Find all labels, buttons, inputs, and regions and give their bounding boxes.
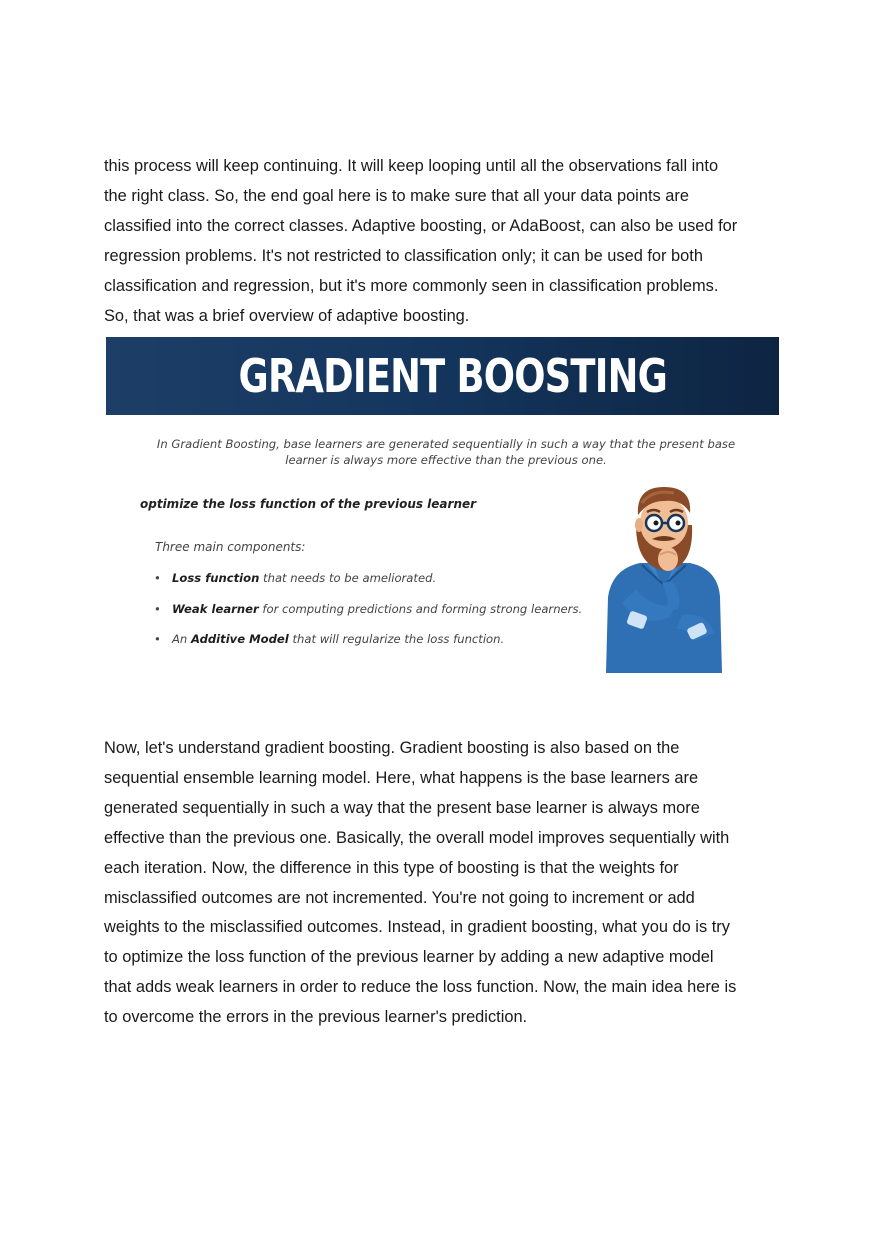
text-line: each iteration. Now, the difference in this type of boosting is that the weights for [104,858,679,877]
text-line: generated sequentially in such a way that the present base learner is always more [104,798,700,817]
text-line: regression problems. It's not restricted to classification only; it can be used for both [104,246,703,265]
bullet-term: Weak learner [172,602,259,616]
intro-line: In Gradient Boosting, base learners are generated sequentially in such a way that the present base [156,437,736,451]
bullet-term: Loss function [172,571,260,585]
text-line: misclassified outcomes are not incremented. You're not going to increment or add [104,888,695,907]
text-line: sequential ensemble learning model. Here, what happens is the base learners are [104,768,699,787]
text-line: this process will keep continuing. It will keep looping until all the observations fall into [104,157,719,175]
bullet-item [154,632,504,646]
bullet-item [154,602,582,616]
text-line: classification and regression, but it's more commonly seen in classification problems. [104,276,719,295]
text-line: to optimize the loss function of the previous learner by adding a new adaptive model [104,948,714,967]
slide-intro [126,436,766,468]
bullet-dot: • [154,632,161,646]
slide-subheading: optimize the loss function of the previous learner [140,497,477,511]
intro-line: learner is always more effective than the previous one. [285,453,607,467]
slide-banner [106,337,779,415]
bullet-dot: • [154,602,161,616]
slide-title: GRADIENT BOOSTING [238,349,667,403]
bullet-description: that needs to be ameliorated. [259,571,437,585]
paragraph-bottom [104,734,784,1033]
gradient-boosting-slide-image [106,337,779,677]
paragraph-top [104,152,784,331]
text-line: Now, let's understand gradient boosting. Gradient boosting is also based on the [104,739,680,757]
bullet-description: for computing predictions and forming strong learners. [258,602,583,616]
text-line: to overcome the errors in the previous learner's prediction. [104,1008,528,1027]
components-heading: Three main components: [155,540,306,554]
bullet-description: that will regularize the loss function. [288,632,505,646]
bullet-term: Additive Model [190,632,289,646]
bullet-prefix: An [172,632,191,646]
bullet-dot: • [154,571,161,585]
text-line: So, that was a brief overview of adaptive boosting. [104,306,470,325]
text-line: effective than the previous one. Basically, the overall model improves sequentially with [104,828,730,847]
text-line: the right class. So, the end goal here is to make sure that all your data points are [104,186,689,205]
text-line: weights to the misclassified outcomes. Instead, in gradient boosting, what you do is try [104,918,730,937]
bullet-item [154,571,436,585]
thinking-man-illustration [602,485,726,673]
text-line: that adds weak learners in order to reduce the loss function. Now, the main idea here is [104,978,737,997]
text-line: classified into the correct classes. Adaptive boosting, or AdaBoost, can also be used for [104,216,738,235]
